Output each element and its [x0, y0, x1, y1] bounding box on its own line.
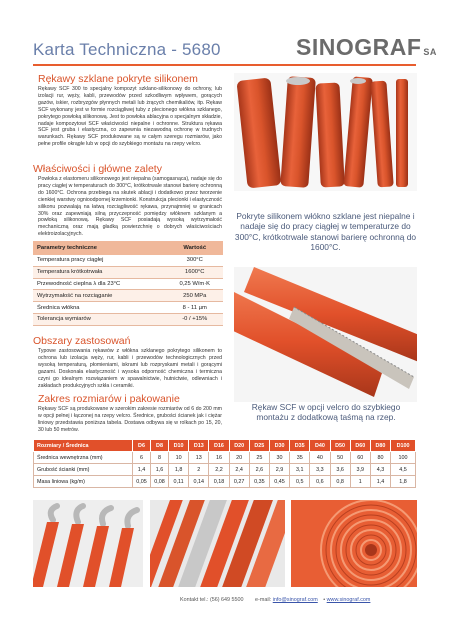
sizes-header: D25 [249, 440, 269, 452]
footer-contact: Kontakt tel.: (56) 649 5500 e-mail: info@sinograf.com • www.sinograf.com [180, 597, 371, 603]
sizes-header: D35 [290, 440, 310, 452]
technical-parameters-table [33, 241, 223, 326]
document-title: Karta Techniczna - 5680 [33, 40, 221, 59]
param-name: Wytrzymałość na rozciąganie [33, 290, 166, 302]
size-cell: 1 [350, 476, 370, 488]
hoses-fittings-illustration [33, 500, 143, 587]
sleeves-cross-section-illustration [150, 500, 285, 587]
sleeves-cross-section-photo [150, 500, 285, 587]
sizes-header: Rozmiary / Średnica [34, 440, 133, 452]
size-cell: 3,9 [350, 464, 370, 476]
param-name: Przewodność cieplna λ dla 23°C [33, 278, 166, 290]
size-cell: 100 [391, 452, 416, 464]
caption-sleeves: Pokryte silikonem włókno szklane jest niepalne i nadaje się do pracy ciągłej w temperaturze do 300°C, krótkotrwale stanowi barierę ochronną do 1600°C. [234, 211, 417, 253]
param-name: Temperatura krótkotrwała [33, 266, 166, 278]
section-heading-properties: Właściwości i główne zalety [33, 163, 162, 175]
size-cell: 6 [133, 452, 151, 464]
footer-email-label: e-mail: [255, 597, 272, 603]
size-cell: 16 [209, 452, 229, 464]
size-cell: 80 [370, 452, 390, 464]
size-cell: Średnica wewnętrzna (mm) [34, 452, 133, 464]
size-cell: 0,27 [229, 476, 249, 488]
sizes-header: D100 [391, 440, 416, 452]
size-cell: 60 [350, 452, 370, 464]
size-cell: 2,2 [209, 464, 229, 476]
sizes-header: D10 [169, 440, 189, 452]
param-value: -0 / +15% [166, 313, 223, 325]
param-name: Tolerancja wymiarów [33, 313, 166, 325]
size-cell: 0,8 [330, 476, 350, 488]
size-cell: 35 [290, 452, 310, 464]
section-heading-sizes: Zakres rozmiarów i pakowanie [38, 393, 180, 405]
size-cell: 10 [169, 452, 189, 464]
caption-velcro: Rękaw SCF w opcji velcro do szybkiego montażu z dodatkową taśmą na rzep. [251, 402, 401, 423]
param-name: Temperatura pracy ciągłej [33, 255, 166, 266]
size-cell: 40 [310, 452, 330, 464]
size-cell: 0,18 [209, 476, 229, 488]
size-cell: 1,6 [151, 464, 169, 476]
size-cell: 1,4 [370, 476, 390, 488]
table-row [34, 476, 416, 488]
size-cell: 1,4 [133, 464, 151, 476]
size-cell: 2 [189, 464, 209, 476]
sizes-header: D6 [133, 440, 151, 452]
sizes-header: D8 [151, 440, 169, 452]
table-row [33, 302, 223, 314]
param-value: 250 MPa [166, 290, 223, 302]
param-value: 1600°C [166, 266, 223, 278]
size-cell: 0,08 [151, 476, 169, 488]
sizes-header: D13 [189, 440, 209, 452]
size-cell: 2,4 [229, 464, 249, 476]
section-text-applications: Typowe zastosowania rękawów z włókna szklanego pokrytego silikonem to ochrona lub izolacja węży, rur, kabli i przewodów technologicznych przed wysoką temperaturą, płomieniami, iskrami lub rozpryskami metali i gorącymi gazami. Doskonała elastyczność i wysoka odporność chemiczna i termiczna czyni go idealnym rozwiązaniem w spawalnictwie, hutnictwie, odlewniach i zakładach produkcyjnych szkła i ceramiki. [38, 348, 222, 389]
size-cell: 0,11 [169, 476, 189, 488]
size-cell: 8 [151, 452, 169, 464]
size-cell: 0,45 [269, 476, 289, 488]
sleeves-illustration [234, 73, 417, 191]
section-heading-intro: Rękawy szklane pokryte silikonem [38, 73, 198, 85]
sinograf-logo [296, 34, 437, 61]
size-cell: 50 [330, 452, 350, 464]
table-row [33, 290, 223, 302]
size-cell: 2,9 [269, 464, 289, 476]
table-row [34, 452, 416, 464]
size-cell: 0,6 [310, 476, 330, 488]
hoses-fittings-photo [33, 500, 143, 587]
params-header-name: Parametry techniczne [33, 241, 166, 255]
footer-phone: Kontakt tel.: (56) 649 5500 [180, 597, 244, 603]
param-value: 8 - 11 µm [166, 302, 223, 314]
sizes-header: D80 [370, 440, 390, 452]
logo-text: SINOGRAF [296, 34, 422, 60]
footer-email-link[interactable]: info@sinograf.com [272, 597, 318, 603]
size-cell: 0,05 [133, 476, 151, 488]
size-cell: 1,8 [391, 476, 416, 488]
sizes-header: D60 [350, 440, 370, 452]
params-header-value: Wartość [166, 241, 223, 255]
size-cell: 0,35 [249, 476, 269, 488]
size-cell: 4,5 [391, 464, 416, 476]
section-text-sizes: Rękawy SCF są produkowane w szerokim zakresie rozmiarów od 6 do 200 mm w opcji pełnej i łączonej na rzepy velcro. Średnice, grubości ścianek jak i ciężar liniowy przedstawia poniższa tabela. Dostawa odbywa się w rolkach po 15, 20, 30 lub 50 metrów. [38, 406, 222, 433]
velcro-sleeve-photo [234, 267, 417, 402]
param-value: 300°C [166, 255, 223, 266]
size-cell: 4,3 [370, 464, 390, 476]
sizes-header: D16 [209, 440, 229, 452]
section-heading-applications: Obszary zastosowań [33, 335, 131, 347]
param-name: Średnica włókna [33, 302, 166, 314]
sleeves-photo [234, 73, 417, 191]
section-text-intro: Rękawy SCF 300 to specjalny kompozyt szklano-silikonowy do ochrony, lub izolacji rur, węży, kabli, przewodów przed szkodliwym wpływem, gorących gazów, iskier, rozbryzgów płynnych metali lub żrących chemikaliów, itp. Rękaw SCF wykonany jest w formie rozciągliwej tuby z plecionego włókna szklanego, pokrytego powłoką silikonową. Jest to powłoka ablacyjna o specjalnym składzie, nadaje kompozytowi SCF właściwości niepalne i ochronne. Struktura rękawa SCF jest gruba i elastyczna, co zapewnia niezawodną ochronę w trudnych warunkach. Rękawy SCF produkowane są w całym szeregu rozmiarów, jako pełne profile okrągłe lub w opcji do szybkiego montażu na rzepy velcro. [38, 86, 222, 148]
sizes-header: D20 [229, 440, 249, 452]
size-cell: Masa liniowa (kg/m) [34, 476, 133, 488]
table-row [33, 255, 223, 266]
footer-website-link[interactable]: www.sinograf.com [326, 597, 371, 603]
table-row [33, 313, 223, 325]
sleeve-rolls-photo [291, 500, 417, 587]
size-cell: 20 [229, 452, 249, 464]
size-cell: 25 [249, 452, 269, 464]
size-cell: 0,5 [290, 476, 310, 488]
size-cell: 13 [189, 452, 209, 464]
table-row [33, 278, 223, 290]
size-cell: 2,6 [249, 464, 269, 476]
sizes-header: D40 [310, 440, 330, 452]
sleeve-rolls-illustration [291, 500, 417, 587]
header-divider [33, 64, 416, 66]
size-cell: Grubość ścianki (mm) [34, 464, 133, 476]
sizes-header: D50 [330, 440, 350, 452]
sizes-header-row [34, 440, 416, 452]
size-cell: 3,6 [330, 464, 350, 476]
table-row [33, 266, 223, 278]
velcro-sleeve-illustration [234, 267, 417, 402]
sizes-table [33, 439, 416, 488]
table-row [34, 464, 416, 476]
param-value: 0,25 W/m·K [166, 278, 223, 290]
sizes-header: D30 [269, 440, 289, 452]
size-cell: 3,3 [310, 464, 330, 476]
section-text-properties: Powłoka z elastomeru silikonowego jest niepalna (samogasnąca), nadaje się do pracy ciągłej w temperaturach do 300°C, krótkotrwale stanowi barierę ochronną do 1600°C. Ochrona przebiega na skutek ablacji i dodatkowo przez tworzenie cienkiej warstwy ognioodpornej krzemionki. Konstrukcja plecionki i elastyczność silikonu pozwalają na łatwą rozciągliwość rękawa, przynajmniej w granicach 30% oraz zapewniają silną przyczepność pomiędzy włóknem szklanym a powłoką silikonową. Rękawy SCF posiadają wysoką wytrzymałość mechaniczną oraz mają gładką powierzchnię o dobrych właściwościach elektroizolacyjnych. [38, 176, 222, 238]
size-cell: 3,1 [290, 464, 310, 476]
size-cell: 30 [269, 452, 289, 464]
size-cell: 0,14 [189, 476, 209, 488]
size-cell: 1,8 [169, 464, 189, 476]
logo-suffix: SA [423, 47, 437, 57]
